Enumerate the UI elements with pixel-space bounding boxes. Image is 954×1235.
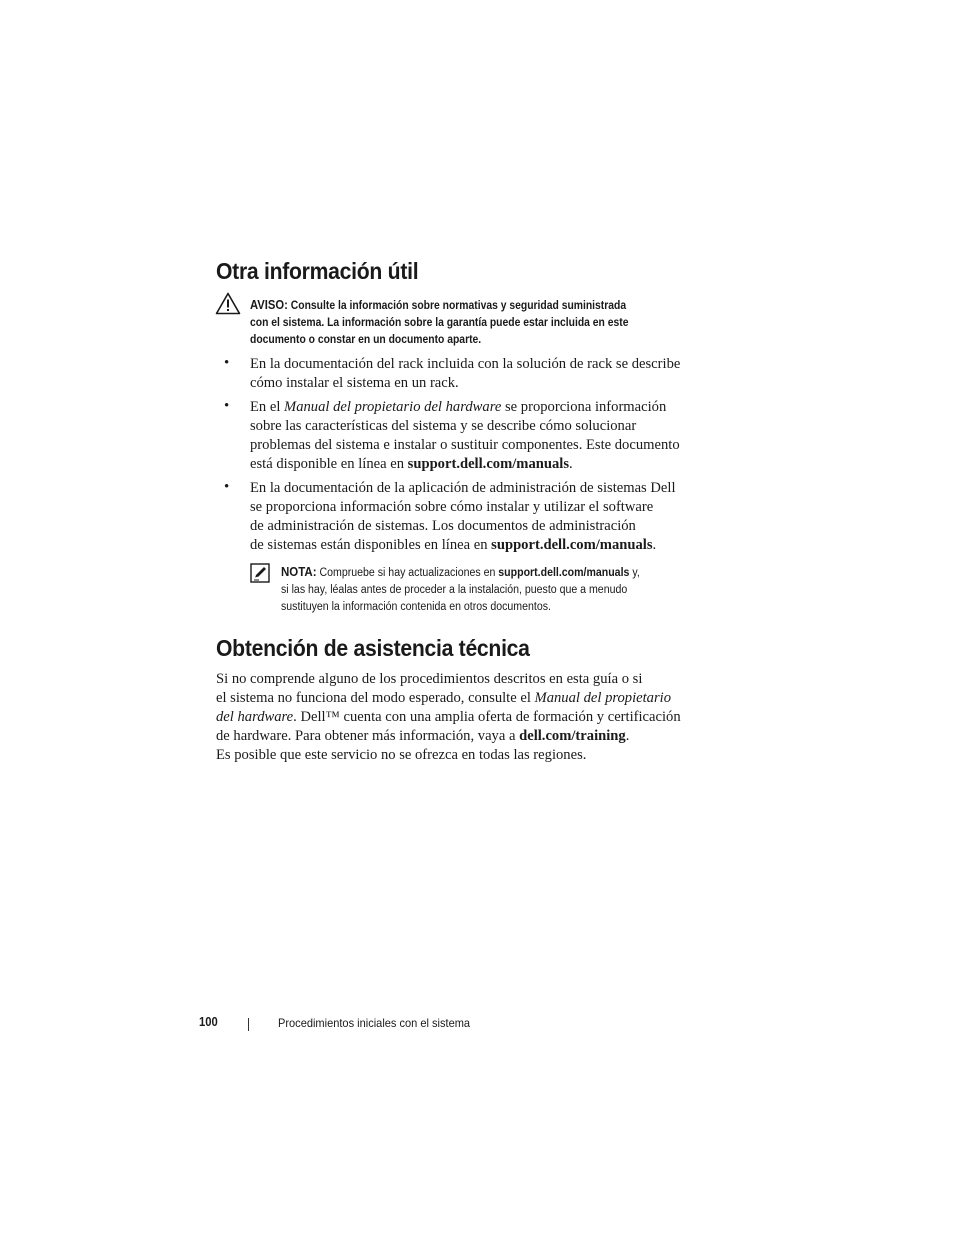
section-heading-asistencia-tecnica: Obtención de asistencia técnica	[216, 635, 530, 661]
warning-icon	[215, 292, 241, 315]
manual-title: Manual del propietario del hardware	[284, 399, 502, 415]
bullet-marker: •	[224, 398, 230, 414]
section-heading-otra-informacion: Otra información útil	[216, 258, 419, 284]
page-number: 100	[199, 1015, 218, 1029]
bullet-marker: •	[224, 355, 230, 371]
footer-divider	[248, 1018, 249, 1031]
bullet-marker: •	[224, 479, 230, 495]
footer-title: Procedimientos iniciales con el sistema	[278, 1016, 471, 1030]
warning-notice: AVISO: Consulte la información sobre normativas y seguridad suministrada con el sistema. La información sobre la garantía puede estar incluida en este documento o constar en un documento aparte.	[250, 298, 629, 346]
support-url: support.dell.com/manuals	[407, 456, 570, 472]
note-pencil-icon	[250, 563, 270, 583]
note-block: NOTA: Compruebe si hay actualizaciones en support.dell.com/manuals y, si las hay, léalas antes de proceder a la instalación, puesto que a menudo sustituyen la información contenida en otros documentos.	[281, 565, 640, 613]
list-item: En la documentación del rack incluida con la solución de rack se describe cómo instalar el sistema en un rack.	[250, 356, 681, 391]
support-url: support.dell.com/manuals	[491, 537, 653, 553]
note-label: NOTA:	[281, 565, 317, 579]
warning-label: AVISO:	[250, 298, 288, 312]
list-item: En la documentación de la aplicación de administración de sistemas Dell se proporciona información sobre cómo instalar y utilizar el software de administración de sistemas. Los documentos de administración de sistemas están disponibles en línea en support.dell.com/manuals.	[250, 480, 676, 553]
support-url: support.dell.com/manuals	[498, 567, 630, 579]
training-url: dell.com/training	[519, 728, 626, 744]
support-paragraph: Si no comprende alguno de los procedimientos descritos en esta guía o si el sistema no funciona del modo esperado, consulte el Manual del propietario del hardware. Dell™ cuenta con una amplia oferta de formación y certificación de hardware. Para obtener más información, vaya a dell.com/training. Es posible que este servicio no se ofrezca en todas las regiones.	[216, 671, 681, 763]
list-item: En el Manual del propietario del hardware se proporciona información sobre las características del sistema y se describe cómo solucionar problemas del sistema e instalar o sustituir componentes. Este documento está disponible en línea en support.dell.com/manuals.	[250, 399, 680, 472]
